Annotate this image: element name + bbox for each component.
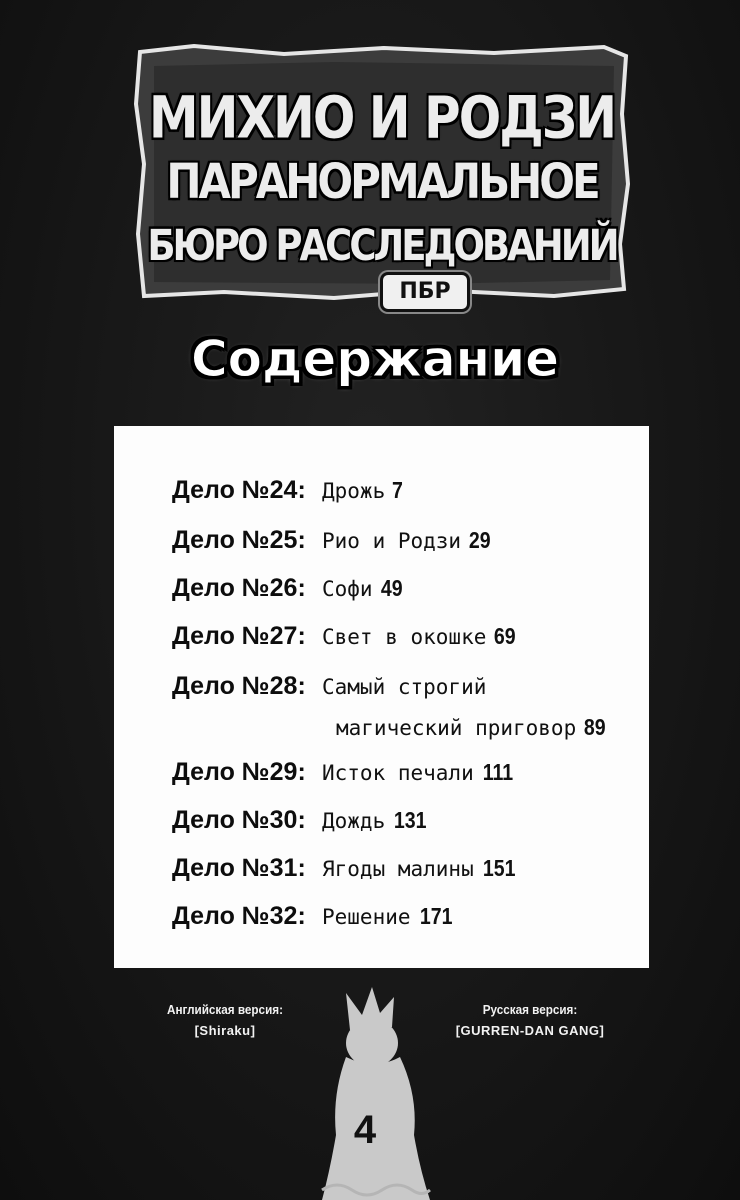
- page-number: 69: [494, 623, 517, 649]
- title-plaque: [134, 44, 630, 306]
- chapter-title: Самый строгий: [322, 675, 487, 699]
- toc-panel: [114, 426, 649, 968]
- russian-credit-label: Русская версия:: [482, 1002, 578, 1017]
- chapter-title: Дрожь: [322, 479, 386, 503]
- chapter-title: Софи: [322, 577, 373, 601]
- case-label: Дело №27:: [172, 622, 306, 650]
- chapter-title-continued: магический приговор: [336, 716, 577, 740]
- english-credit: [150, 1002, 300, 1038]
- russian-credit-value: [GURREN-DAN GANG]: [455, 1023, 605, 1038]
- toc-entry-continuation: [336, 714, 608, 741]
- page-number: 131: [394, 807, 427, 833]
- chapter-title: Рио и Родзи: [322, 529, 462, 553]
- title-line-2: ПАРАНОРМАЛЬНОЕ: [166, 153, 598, 210]
- contents-heading: Содержание: [190, 330, 560, 388]
- toc-entry: [172, 902, 455, 931]
- case-label: Дело №31:: [172, 854, 306, 882]
- title-badge: ПБР: [380, 272, 470, 312]
- page-number: 89: [584, 714, 606, 740]
- toc-entry: [172, 854, 518, 883]
- chapter-title: Ягоды малины: [322, 857, 474, 881]
- volume-number: 4: [353, 1108, 377, 1152]
- case-label: Дело №32:: [172, 902, 306, 930]
- page-number: 171: [419, 903, 453, 929]
- page-number: 111: [482, 759, 513, 785]
- chapter-title: Дождь: [322, 809, 386, 833]
- toc-entry: [172, 806, 430, 835]
- chapter-title: Свет в окошке: [322, 625, 487, 649]
- page-number: 7: [392, 477, 404, 503]
- page-number: 29: [468, 527, 491, 553]
- toc-entry: [172, 574, 404, 603]
- case-label: Дело №24:: [172, 476, 306, 504]
- title-line-3: БЮРО РАССЛЕДОВАНИЙ: [147, 220, 617, 271]
- russian-credit: [430, 1002, 630, 1038]
- page-number: 49: [380, 575, 403, 601]
- case-label: Дело №26:: [172, 574, 306, 602]
- chapter-title: Исток печали: [322, 761, 474, 785]
- title-line-1: МИХИО И РОДЗИ: [148, 84, 616, 152]
- case-label: Дело №29:: [172, 758, 306, 786]
- case-label: Дело №25:: [172, 526, 306, 554]
- toc-entry: [172, 622, 518, 651]
- case-label: Дело №28:: [172, 672, 306, 700]
- page-number: 151: [482, 855, 516, 881]
- english-credit-value: [Shiraku]: [194, 1023, 256, 1038]
- toc-entry: [172, 672, 486, 701]
- chapter-title: Решение: [322, 905, 411, 929]
- english-credit-label: Английская версия:: [167, 1002, 283, 1017]
- character-silhouette-icon: [302, 985, 452, 1200]
- toc-entry: [172, 476, 404, 505]
- toc-entry: [172, 526, 493, 555]
- case-label: Дело №30:: [172, 806, 306, 834]
- toc-entry: [172, 758, 516, 787]
